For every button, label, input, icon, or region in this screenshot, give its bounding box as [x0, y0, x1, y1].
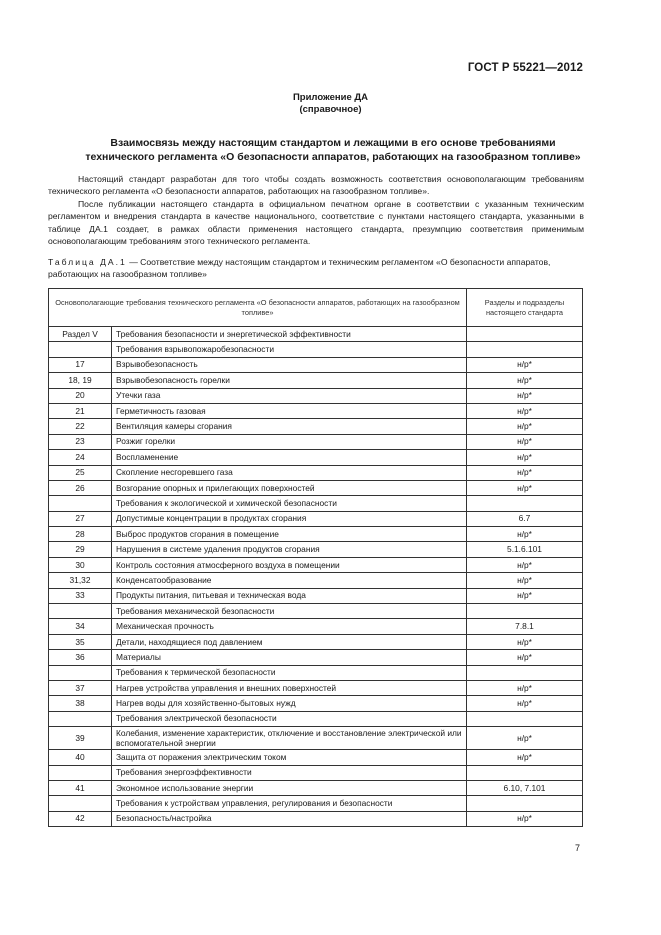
appendix-title-block — [0, 92, 661, 116]
table-row — [49, 680, 583, 695]
clause-number-cell: 28 — [49, 527, 112, 542]
clause-number-cell: 21 — [49, 403, 112, 418]
clause-number-cell: 20 — [49, 388, 112, 403]
clause-number-cell: 26 — [49, 480, 112, 495]
standard-section-cell — [467, 342, 583, 357]
requirement-cell: Требования к экологической и химической безопасности — [112, 496, 467, 511]
table-row — [49, 696, 583, 711]
requirement-cell: Механическая прочность — [112, 619, 467, 634]
standard-section-cell: н/р* — [467, 650, 583, 665]
page-number: 7 — [574, 843, 580, 853]
standard-section-cell: н/р* — [467, 419, 583, 434]
standard-section-cell: 7.8.1 — [467, 619, 583, 634]
table-row — [49, 604, 583, 619]
table-row — [49, 650, 583, 665]
table-row — [49, 796, 583, 811]
clause-number-cell: 41 — [49, 780, 112, 795]
requirement-cell: Розжиг горелки — [112, 434, 467, 449]
table-row — [49, 373, 583, 388]
clause-number-cell: 18, 19 — [49, 373, 112, 388]
standard-section-cell — [467, 665, 583, 680]
standard-section-cell — [467, 711, 583, 726]
table-row — [49, 465, 583, 480]
table-row — [49, 557, 583, 572]
standard-section-cell: н/р* — [467, 696, 583, 711]
table-row — [49, 634, 583, 649]
standard-section-cell: н/р* — [467, 357, 583, 372]
table-row — [49, 750, 583, 765]
table-row — [49, 588, 583, 603]
clause-number-cell: 34 — [49, 619, 112, 634]
table-row — [49, 780, 583, 795]
standard-section-cell: н/р* — [467, 373, 583, 388]
clause-number-cell: 22 — [49, 419, 112, 434]
requirement-cell: Герметичность газовая — [112, 403, 467, 418]
requirement-cell: Взрывобезопасность горелки — [112, 373, 467, 388]
standard-section-cell: н/р* — [467, 680, 583, 695]
requirement-cell: Требования взрывопожаробезопасности — [112, 342, 467, 357]
requirement-cell: Требования безопасности и энергетической эффективности — [112, 327, 467, 342]
clause-number-cell: 31,32 — [49, 573, 112, 588]
requirement-cell: Возгорание опорных и прилегающих поверхностей — [112, 480, 467, 495]
table-row — [49, 388, 583, 403]
standard-section-cell: 6.10, 7.101 — [467, 780, 583, 795]
table-caption-text: — Соответствие между настоящим стандартом и техническим регламентом «О безопасности аппаратов, работающих на газообразном топливе» — [48, 257, 551, 280]
table-row — [49, 665, 583, 680]
standard-section-cell: н/р* — [467, 480, 583, 495]
table-row — [49, 711, 583, 726]
table-row — [49, 511, 583, 526]
clause-number-cell: 24 — [49, 450, 112, 465]
table-row — [49, 450, 583, 465]
header-requirements: Основополагающие требования технического регламента «О безопасности аппаратов, работающих на газообразном топливе» — [49, 289, 467, 327]
standard-section-cell — [467, 796, 583, 811]
clause-number-cell — [49, 796, 112, 811]
requirement-cell: Утечки газа — [112, 388, 467, 403]
appendix-subtitle: (справочное) — [299, 104, 362, 115]
requirement-cell: Нарушения в системе удаления продуктов сгорания — [112, 542, 467, 557]
clause-number-cell — [49, 342, 112, 357]
requirement-cell: Материалы — [112, 650, 467, 665]
standard-section-cell — [467, 496, 583, 511]
table-row — [49, 496, 583, 511]
paragraph-intro: Настоящий стандарт разработан для того чтобы создать возможность соответствия основополагающим требованиям технического регламента «О безопасности аппаратов, работающих на газообразном топливе». — [48, 174, 584, 197]
standard-number: ГОСТ Р 55221—2012 — [467, 62, 583, 74]
standard-section-cell: н/р* — [467, 388, 583, 403]
table-row — [49, 327, 583, 342]
table-row — [49, 619, 583, 634]
table-row — [49, 419, 583, 434]
clause-number-cell — [49, 665, 112, 680]
appendix-title: Приложение ДА — [292, 92, 369, 103]
standard-section-cell: н/р* — [467, 465, 583, 480]
standard-section-cell: н/р* — [467, 727, 583, 750]
requirement-cell: Выброс продуктов сгорания в помещение — [112, 527, 467, 542]
section-heading-line1: Взаимосвязь между настоящим стандартом и лежащими в его основе требованиями — [110, 137, 556, 149]
table-row — [49, 542, 583, 557]
table-row — [49, 811, 583, 826]
section-heading-line2: технического регламента «О безопасности аппаратов, работающих на газообразном топливе» — [85, 151, 581, 163]
table-row — [49, 480, 583, 495]
table-row — [49, 765, 583, 780]
standard-section-cell: н/р* — [467, 588, 583, 603]
clause-number-cell — [49, 711, 112, 726]
clause-number-cell — [49, 604, 112, 619]
clause-number-cell: 42 — [49, 811, 112, 826]
requirement-cell: Детали, находящиеся под давлением — [112, 634, 467, 649]
requirement-cell: Допустимые концентрации в продуктах сгорания — [112, 511, 467, 526]
clause-number-cell — [49, 765, 112, 780]
clause-number-cell: 29 — [49, 542, 112, 557]
clause-number-cell: 35 — [49, 634, 112, 649]
table-row — [49, 434, 583, 449]
requirement-cell: Защита от поражения электрическим током — [112, 750, 467, 765]
standard-section-cell: н/р* — [467, 434, 583, 449]
standard-section-cell — [467, 604, 583, 619]
requirement-cell: Нагрев воды для хозяйственно-бытовых нужд — [112, 696, 467, 711]
clause-number-cell: 38 — [49, 696, 112, 711]
standard-section-cell: н/р* — [467, 450, 583, 465]
requirement-cell: Экономное использование энергии — [112, 780, 467, 795]
standard-section-cell: н/р* — [467, 573, 583, 588]
header-sections: Разделы и подразделы настоящего стандарта — [467, 289, 583, 327]
requirement-cell: Безопасность/настройка — [112, 811, 467, 826]
clause-number-cell: 30 — [49, 557, 112, 572]
correspondence-table — [48, 288, 583, 827]
requirement-cell: Контроль состояния атмосферного воздуха в помещении — [112, 557, 467, 572]
requirement-cell: Нагрев устройства управления и внешних поверхностей — [112, 680, 467, 695]
requirement-cell: Требования электрической безопасности — [112, 711, 467, 726]
standard-section-cell: 5.1.6.101 — [467, 542, 583, 557]
standard-section-cell: н/р* — [467, 403, 583, 418]
clause-number-cell: 40 — [49, 750, 112, 765]
requirement-cell: Требования к устройствам управления, регулирования и безопасности — [112, 796, 467, 811]
table-caption — [48, 256, 584, 281]
clause-number-cell: 23 — [49, 434, 112, 449]
standard-section-cell: н/р* — [467, 527, 583, 542]
clause-number-cell — [49, 496, 112, 511]
clause-number-cell: 17 — [49, 357, 112, 372]
requirement-cell: Требования энергоэффективности — [112, 765, 467, 780]
table-header-row — [49, 289, 583, 327]
section-heading — [48, 136, 618, 164]
clause-number-cell: 33 — [49, 588, 112, 603]
requirement-cell: Взрывобезопасность — [112, 357, 467, 372]
standard-section-cell: н/р* — [467, 634, 583, 649]
paragraph-publication: После публикации настоящего стандарта в официальном печатном органе в соответствии с указанным техническим регламентом и внедрения стандарта в качестве национального, соответствие с пунктами настоящего стандарта, указанными в таблице ДА.1 создает, в рамках области применения настоящего стандарта, презумпцию соответствия применимым основополагающим требованиям этого технического регламента. — [48, 199, 584, 247]
standard-section-cell: н/р* — [467, 811, 583, 826]
table-body — [49, 327, 583, 827]
table-row — [49, 357, 583, 372]
clause-number-cell: Раздел V — [49, 327, 112, 342]
requirement-cell: Требования к термической безопасности — [112, 665, 467, 680]
table-row — [49, 403, 583, 418]
clause-number-cell: 39 — [49, 727, 112, 750]
table-row — [49, 727, 583, 750]
requirement-cell: Колебания, изменение характеристик, отключение и восстановление электрической или вспомогательной энергии — [112, 727, 467, 750]
requirement-cell: Воспламенение — [112, 450, 467, 465]
clause-number-cell: 25 — [49, 465, 112, 480]
table-row — [49, 527, 583, 542]
clause-number-cell: 36 — [49, 650, 112, 665]
clause-number-cell: 27 — [49, 511, 112, 526]
requirement-cell: Скопление несгоревшего газа — [112, 465, 467, 480]
standard-section-cell — [467, 765, 583, 780]
clause-number-cell: 37 — [49, 680, 112, 695]
standard-section-cell — [467, 327, 583, 342]
requirement-cell: Продукты питания, питьевая и техническая вода — [112, 588, 467, 603]
standard-section-cell: н/р* — [467, 557, 583, 572]
standard-section-cell: н/р* — [467, 750, 583, 765]
table-row — [49, 342, 583, 357]
standard-section-cell: 6.7 — [467, 511, 583, 526]
requirement-cell: Требования механической безопасности — [112, 604, 467, 619]
table-row — [49, 573, 583, 588]
requirement-cell: Вентиляция камеры сгорания — [112, 419, 467, 434]
requirement-cell: Конденсатообразование — [112, 573, 467, 588]
table-caption-label: Таблица ДА.1 — [48, 257, 127, 267]
